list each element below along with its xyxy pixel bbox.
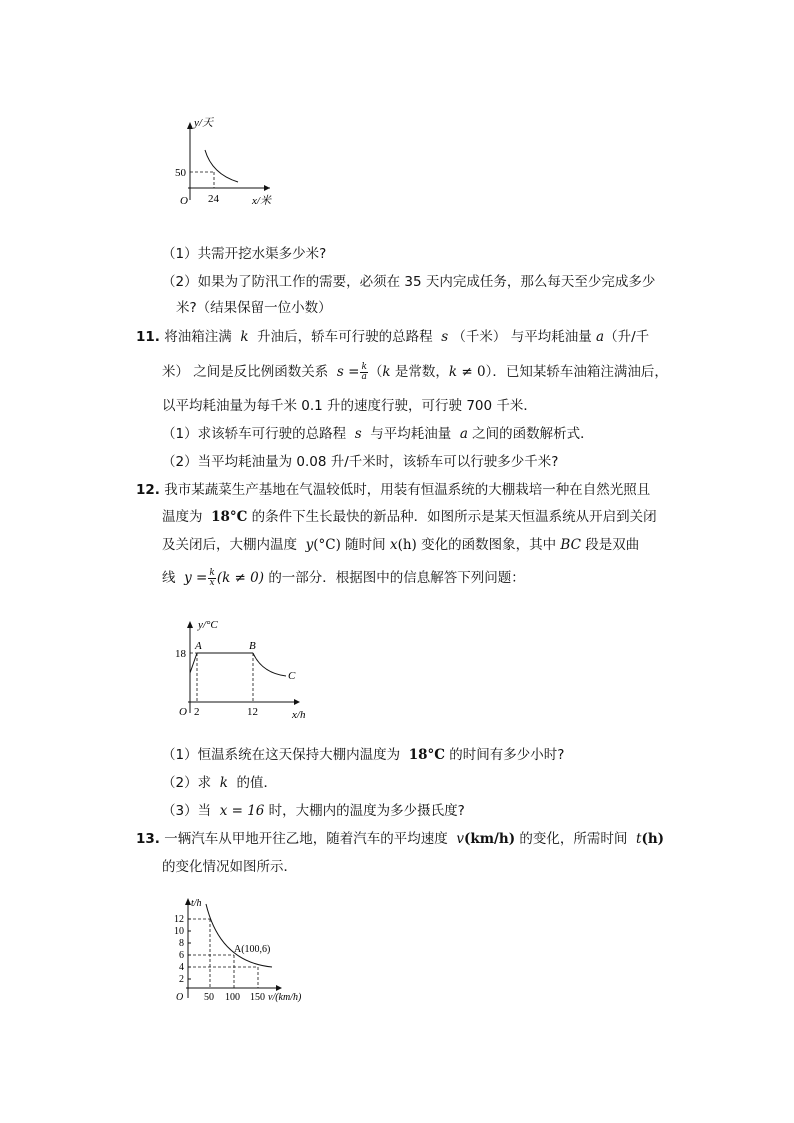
q12-line3	[162, 535, 639, 555]
y-tick-10: 10	[174, 926, 184, 937]
q11-part2: （2）当平均耗油量为 0.08 升/千米时，该轿车可以行驶多少千米?	[162, 454, 559, 470]
q12-part3	[162, 801, 465, 821]
fraction-k-over-a	[360, 363, 367, 382]
text-fragment: （	[368, 364, 383, 380]
text-fragment: 变化的函数图象，其中	[421, 537, 557, 553]
text-fragment: (h)	[641, 831, 665, 847]
text-fragment: =	[348, 364, 360, 380]
point-a-label: A(100,6)	[234, 944, 271, 955]
text-fragment: 米） 之间是反比例函数关系	[162, 364, 329, 380]
q13-line1	[136, 829, 664, 849]
origin-label: O	[180, 195, 188, 207]
text-fragment: (h)	[397, 537, 417, 553]
text-fragment: k	[209, 567, 215, 578]
text-fragment: 随时间	[345, 537, 386, 553]
text-fragment: （2）求	[162, 775, 212, 791]
y-tick-6: 6	[179, 950, 184, 961]
text-fragment: (km/h)	[463, 831, 516, 847]
text-fragment: a	[361, 371, 367, 382]
origin-label: O	[179, 706, 187, 718]
y-axis-arrow	[187, 621, 193, 628]
text-fragment: 的变化，所需时间	[519, 831, 628, 847]
text-fragment: k	[219, 775, 228, 791]
q12-part1	[162, 745, 564, 765]
x-axis-arrow	[294, 699, 300, 705]
q11-line3: 以平均耗油量为每千米 0.1 升的速度行驶，可行驶 700 千米．	[162, 398, 537, 414]
text-fragment: 的时间有多少小时?	[449, 747, 565, 763]
fraction-k-over-x	[208, 569, 215, 588]
q12-line2	[162, 507, 657, 527]
text-fragment: k	[240, 329, 249, 345]
x-axis-label: x/h	[292, 709, 306, 721]
x-axis-arrow	[264, 185, 270, 191]
text-fragment: x	[209, 577, 215, 588]
text-fragment: 我市某蔬菜生产基地在气温较低时，用装有恒温系统的大棚栽培一种在自然光照且	[164, 482, 651, 498]
graph-time-vs-speed	[168, 892, 328, 1012]
text-fragment: 与平均耗油量	[370, 426, 452, 442]
q10-part1: （1）共需开挖水渠多少米?	[162, 246, 327, 262]
x-tick-100: 100	[225, 992, 240, 1003]
y-axis-label: y/°C	[198, 619, 218, 631]
text-fragment: 升油后，轿车可行驶的总路程	[257, 329, 433, 345]
graph-temperature-vs-time	[170, 615, 320, 725]
text-fragment: s	[441, 329, 449, 345]
q13-line2: 的变化情况如图所示．	[162, 859, 297, 875]
text-fragment: v	[456, 831, 464, 847]
text-fragment: s	[336, 364, 344, 380]
question-number: 11.	[136, 329, 160, 345]
text-fragment: k	[382, 364, 391, 380]
x-tick-150: 150	[250, 992, 265, 1003]
y-axis-label: t/h	[191, 898, 202, 909]
text-fragment: a	[596, 329, 605, 345]
text-fragment: 18°C	[211, 509, 248, 525]
text-fragment: y	[305, 537, 314, 553]
x-tick-50: 50	[204, 992, 214, 1003]
q10-part2-line1: （2）如果为了防汛工作的需要，必须在 35 天内完成任务，那么每天至少完成多少	[162, 274, 656, 290]
origin-label: O	[176, 992, 184, 1003]
q11-line1	[136, 327, 649, 347]
hyperbola-curve	[206, 904, 272, 967]
text-fragment: k	[361, 361, 367, 372]
text-fragment: （1）恒温系统在这天保持大棚内温度为	[162, 747, 401, 763]
point-a-label: A	[195, 640, 202, 652]
x-tick-label: 24	[208, 193, 219, 205]
text-fragment: ≠ 0	[461, 364, 486, 380]
q12-line1	[136, 480, 650, 500]
q10-part2-line2: 米?（结果保留一位小数）	[176, 300, 332, 316]
text-fragment: 18°C	[408, 747, 445, 763]
text-fragment: 的一部分．根据图中的信息解答下列问题：	[268, 570, 525, 586]
y-tick-2: 2	[179, 974, 184, 985]
text-fragment: 时，大棚内的温度为多少摄氏度?	[268, 803, 465, 819]
text-fragment: y	[184, 570, 192, 586]
x-axis-label: x/米	[252, 195, 271, 207]
text-fragment: ）．已知某轿车油箱注满油后，	[485, 364, 668, 380]
text-fragment: s	[354, 426, 362, 442]
x-tick-label-2: 2	[194, 706, 200, 718]
y-tick-4: 4	[179, 962, 184, 973]
q11-line2	[162, 362, 668, 382]
y-tick-12: 12	[174, 914, 184, 925]
q11-part1	[162, 424, 594, 444]
y-axis-arrow	[187, 122, 193, 129]
x-axis-label: v/(km/h)	[268, 992, 302, 1003]
q12-part2	[162, 773, 277, 793]
text-fragment: 线	[162, 570, 176, 586]
text-fragment: (°C)	[313, 537, 341, 553]
text-fragment: 段是双曲	[585, 537, 640, 553]
text-fragment: （3）当	[162, 803, 212, 819]
text-fragment: k	[448, 364, 458, 380]
text-fragment: 的值．	[236, 775, 277, 791]
text-fragment: (k ≠ 0)	[216, 570, 265, 586]
question-number: 12.	[136, 482, 160, 498]
text-fragment: 之间的函数解析式．	[472, 426, 594, 442]
point-b-label: B	[249, 640, 256, 652]
text-fragment: 一辆汽车从甲地开往乙地，随着汽车的平均速度	[164, 831, 448, 847]
text-fragment: 的条件下生长最快的新品种．如图所示是某天恒温系统从开启到关闭	[251, 509, 657, 525]
text-fragment: （千米） 与平均耗油量	[452, 329, 592, 345]
text-fragment: x = 16	[219, 803, 265, 819]
question-number: 13.	[136, 831, 160, 847]
text-fragment: 及关闭后，大棚内温度	[162, 537, 297, 553]
x-axis-arrow	[276, 985, 282, 991]
y-axis-label: y/天	[194, 117, 213, 129]
y-tick-8: 8	[179, 938, 184, 949]
x-tick-label-12: 12	[247, 706, 258, 718]
text-fragment: （1）求该轿车可行驶的总路程	[162, 426, 347, 442]
y-tick-label: 50	[175, 167, 186, 179]
text-fragment: =	[196, 570, 208, 586]
text-fragment: t	[636, 831, 642, 847]
rising-segment	[190, 653, 197, 673]
text-fragment: 温度为	[162, 509, 203, 525]
graph-days-vs-meters	[170, 112, 290, 212]
hyperbola-curve	[205, 150, 238, 182]
q12-line4	[162, 568, 525, 588]
text-fragment: x	[389, 537, 398, 553]
text-fragment: 将油箱注满	[164, 329, 232, 345]
text-fragment: （升/千	[604, 329, 650, 345]
y-tick-label: 18	[175, 648, 186, 660]
text-fragment: a	[459, 426, 468, 442]
text-fragment: BC	[560, 537, 581, 553]
text-fragment: 是常数，	[394, 364, 449, 380]
curve-bc	[253, 653, 286, 676]
point-c-label: C	[288, 670, 296, 682]
